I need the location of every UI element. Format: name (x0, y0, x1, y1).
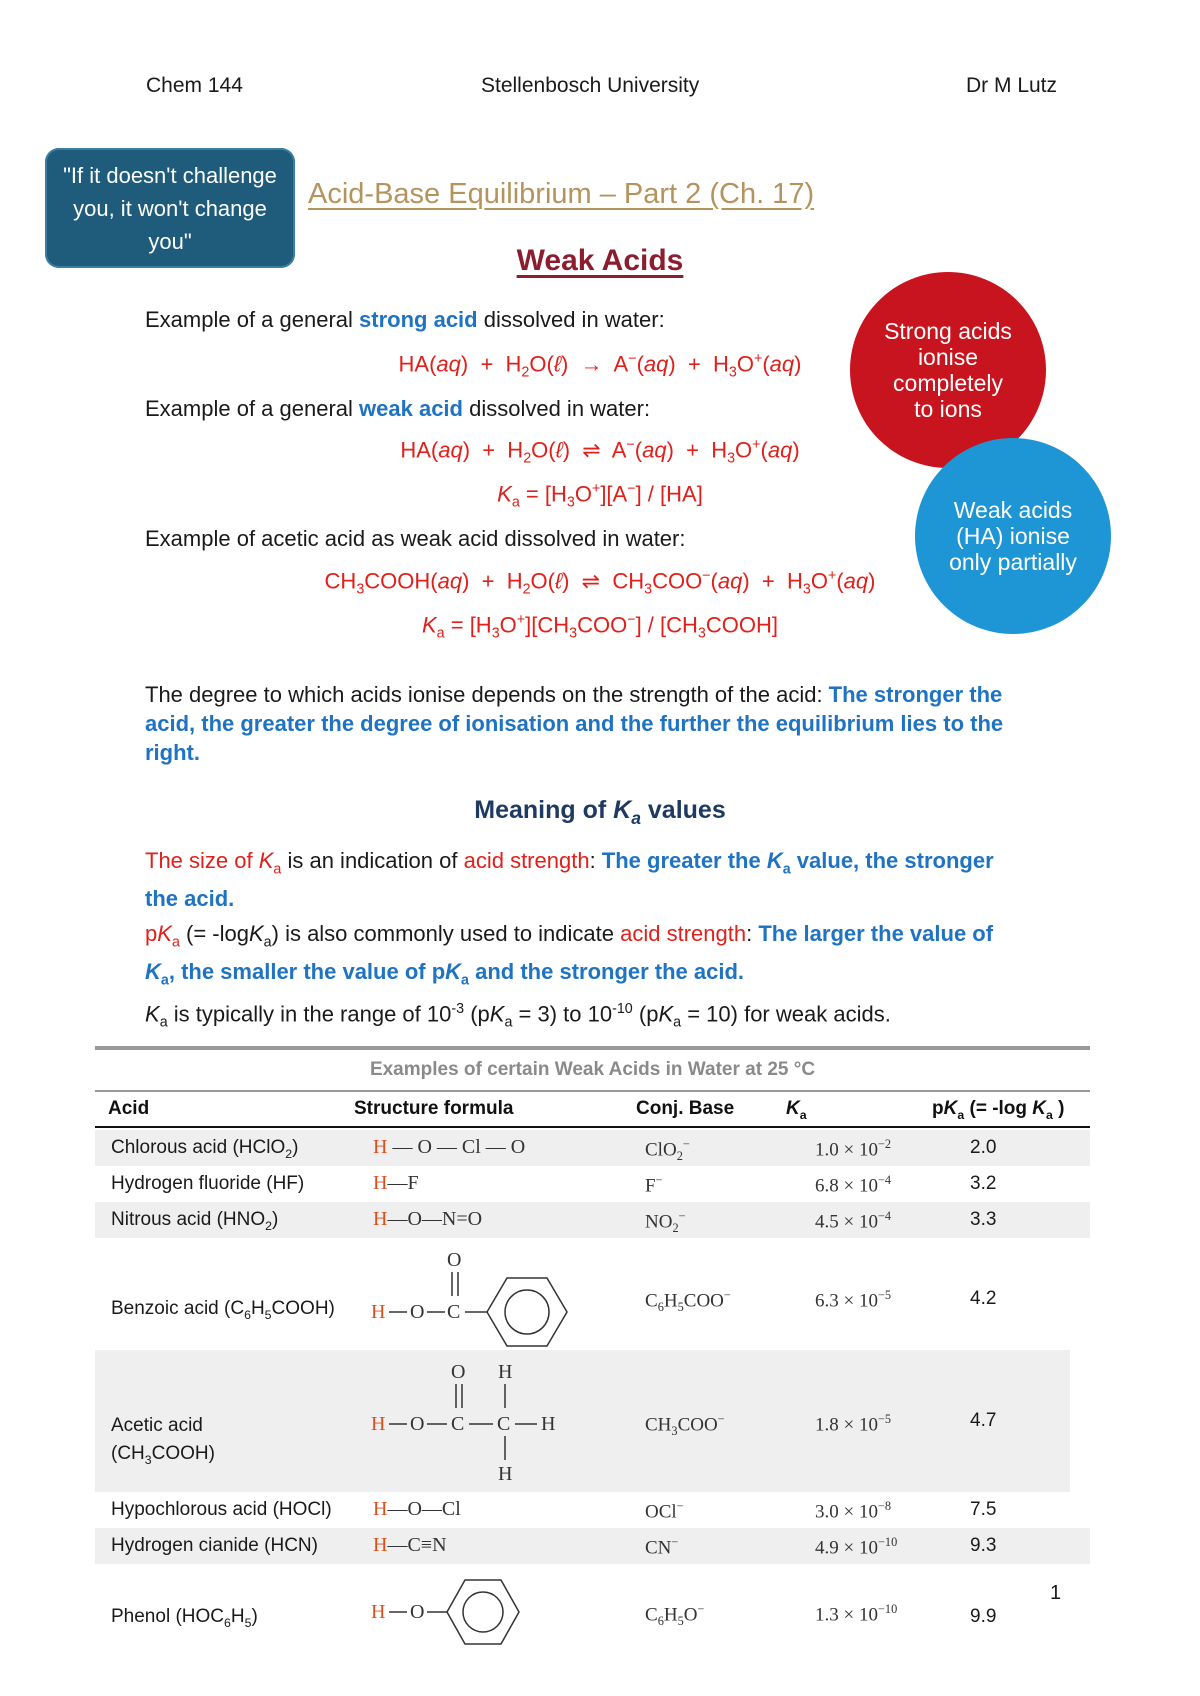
ka-size-phrase: The size of $K_a$ (145, 848, 282, 878)
ka-value: $4.5 \times 10^{-4}$ (815, 1209, 892, 1233)
ka-value: $4.9 \times 10^{-10}$ (815, 1535, 898, 1559)
degree-paragraph (145, 680, 1025, 767)
pka-value: 7.5 (970, 1499, 997, 1520)
text: The degree to which acids ionise depends on the strength of the acid: (145, 682, 829, 707)
svg-text:H: H (541, 1413, 556, 1435)
header-lecturer: Dr M Lutz (966, 74, 1058, 97)
svg-text:O: O (410, 1301, 425, 1323)
header-university: Stellenbosch University (481, 74, 700, 97)
table-row (95, 1238, 1090, 1350)
benzene-ring (447, 1580, 519, 1644)
ka-value: $6.8 \times 10^{-4}$ (815, 1173, 892, 1197)
ka-value: $1.8 \times 10^{-5}$ (815, 1412, 892, 1436)
strong-acid-keyword: strong acid (359, 307, 478, 332)
conj-base: $CH_3COO^-$ (645, 1412, 725, 1439)
conj-base: $C_6H_5O^-$ (645, 1602, 705, 1629)
weak-acid-intro (145, 395, 650, 423)
page-title: Acid-Base Equilibrium – Part 2 (Ch. 17) (308, 178, 815, 210)
weak-acid-circle-text: Weak acids (HA) ionise only partially (949, 497, 1077, 575)
table-row (95, 1166, 1090, 1202)
conj-base: OCl− (645, 1499, 684, 1523)
pka-value: 9.9 (970, 1606, 997, 1627)
col-header-acid: Acid (108, 1098, 150, 1119)
acid-name: Phenol $(HOC_6H_5)$ (111, 1606, 258, 1630)
pka-value: 3.2 (970, 1173, 997, 1194)
ka-value: $6.3 \times 10^{-5}$ (815, 1288, 892, 1312)
acid-name: Acetic acid $(CH_3COOH)$ (111, 1415, 215, 1467)
conj-base: $NO_2^-$ (645, 1209, 686, 1236)
pka-conclusion: The larger the value of $K_a$, the smaller the value of $pK_a$ and the stronger the acid. (145, 921, 994, 989)
svg-text:O: O (410, 1601, 425, 1623)
pka-paragraph: $pK_a$ (= -logK$_a$) is also commonly used to indicate acid strength: The larger the value of $K_a$, the smaller the value of $pK_a$ and the stronger the acid. (145, 921, 994, 989)
conj-base: ClO$_2$− (645, 1137, 690, 1164)
svg-text:H: H (371, 1601, 386, 1623)
ka-value: $1.3 \times 10^{-10}$ (815, 1602, 898, 1626)
table-title: Examples of certain Weak Acids in Water at 25 °C (95, 1046, 1090, 1092)
conj-base: F− (645, 1173, 663, 1197)
conj-base: CN− (645, 1535, 679, 1559)
table-row (95, 1202, 1090, 1238)
svg-text:H: H (498, 1463, 513, 1485)
section-title: Weak Acids (516, 244, 684, 277)
text: dissolved in water: (462, 396, 651, 421)
strong-acid-circle-text: Strong acids ionise completely to ions (884, 318, 1012, 422)
weak-acid-circle (915, 438, 1111, 634)
acetic-acid-equation: $CH_3COOH(aq)$ + $H_2O(\ell)$ ⇌ $CH_3COO^-(aq) + H_3O^+(aq)$ (324, 568, 876, 598)
acetic-structure (365, 1350, 605, 1492)
col-header-pka: $pK_a$ (= -log $K_a$ ) (932, 1098, 1065, 1122)
table-row (95, 1492, 1090, 1528)
ka-size-conclusion: The greater the $K_a$ value, the stronger the acid. (145, 848, 994, 912)
degree-conclusion: The stronger the acid, the greater the degree of ionisation and the further the equilibrium lies to the right. (145, 682, 1004, 765)
pka-value: 4.7 (970, 1410, 997, 1431)
weak-acid-equation: $HA(aq) + H_2O(\ell)$ ⇌ $A^-(aq) + H_3O^+(aq)$ (400, 437, 800, 467)
svg-text:C: C (451, 1413, 465, 1435)
acid-name: Chlorous acid (HClO$_2$) (111, 1137, 299, 1161)
acetic-acid-intro: Example of acetic acid as weak acid dissolved in water: (145, 526, 686, 551)
acid-strength-phrase: acid strength (463, 848, 590, 873)
svg-text:H: H (371, 1413, 386, 1435)
table-row (95, 1130, 1090, 1166)
pka-phrase: $pK_a$ (145, 921, 180, 951)
ka-size-paragraph: The size of $K_a$ is an indication of acid strength: The greater the $K_a$ value, the stronger the acid. (145, 848, 994, 912)
table-row (95, 1566, 1090, 1646)
benzene-ring (487, 1278, 567, 1346)
strong-acid-equation: $HA(aq) + H_2O(\ell) \to A^-(aq) + H_3O^+(aq)$ (398, 351, 802, 381)
phenol-structure (365, 1566, 605, 1646)
ka-value: $3.0 \times 10^{-8}$ (815, 1499, 892, 1523)
pka-value: 2.0 (970, 1137, 997, 1158)
structure-formula: H—O—N=O (373, 1208, 483, 1230)
ka-value: $1.0 \times 10^{-2}$ (815, 1137, 892, 1161)
pka-value: 9.3 (970, 1535, 997, 1556)
acid-name: Hypochlorous acid (HOCl) (111, 1499, 332, 1520)
structure-formula: H—C≡N (373, 1534, 447, 1556)
table-row (95, 1350, 1070, 1492)
acid-name: Hydrogen fluoride (HF) (111, 1173, 305, 1194)
quote-text: "If it doesn't challenge you, it won't change you" (63, 162, 277, 254)
acid-name: Hydrogen cianide (HCN) (111, 1535, 318, 1556)
text: Example of a general (145, 396, 360, 421)
page-number: 1 (1050, 1582, 1062, 1604)
header-rule (95, 1126, 1090, 1128)
text: Example of a general (145, 307, 360, 332)
ka-range-sentence: $K_a$ is typically in the range of $10^{-3}$ $(pK_a = 3)$ to $10^{-10}$ $(pK_a = 10)$ for weak acids. (145, 1001, 891, 1031)
text: dissolved in water: (477, 307, 665, 332)
conj-base: $C_6H_5COO^-$ (645, 1288, 731, 1315)
strong-acid-intro (145, 306, 665, 334)
structure-formula: H — O — Cl — O (373, 1136, 526, 1158)
acid-strength-phrase: acid strength (620, 921, 747, 946)
svg-text:O: O (451, 1361, 466, 1383)
acid-name: Nitrous acid $(HNO_2)$ (111, 1209, 279, 1233)
pka-value: 4.2 (970, 1288, 997, 1309)
svg-text:O: O (447, 1249, 462, 1271)
table-row (95, 1528, 1090, 1564)
structure-formula: H—F (373, 1172, 419, 1194)
svg-text:O: O (410, 1413, 425, 1435)
svg-text:C: C (447, 1301, 461, 1323)
col-header-conj-base: Conj. Base (636, 1098, 735, 1119)
acetic-acid-ka-expression: $K_a = [H_3O^+][CH_3COO^-]$ / $[CH_3COOH]$ (421, 612, 778, 642)
meaning-heading: Meaning of $K_a$ values (474, 796, 726, 828)
benzoic-structure (365, 1238, 605, 1350)
col-header-structure: Structure formula (354, 1098, 514, 1119)
weak-acid-keyword: weak acid (359, 396, 463, 421)
svg-text:H: H (498, 1361, 513, 1383)
pka-value: 3.3 (970, 1209, 997, 1230)
svg-text:C: C (497, 1413, 511, 1435)
header-course: Chem 144 (146, 74, 243, 97)
h-atom: H (371, 1301, 386, 1323)
weak-acid-ka-expression: $K_a = [H_3O^+][A^-] / [HA]$ (497, 481, 703, 511)
acid-name: Benzoic acid $(C_6H_5COOH)$ (111, 1298, 335, 1322)
col-header-ka: $K_a$ (786, 1098, 807, 1122)
structure-formula: H—O—Cl (373, 1498, 461, 1520)
